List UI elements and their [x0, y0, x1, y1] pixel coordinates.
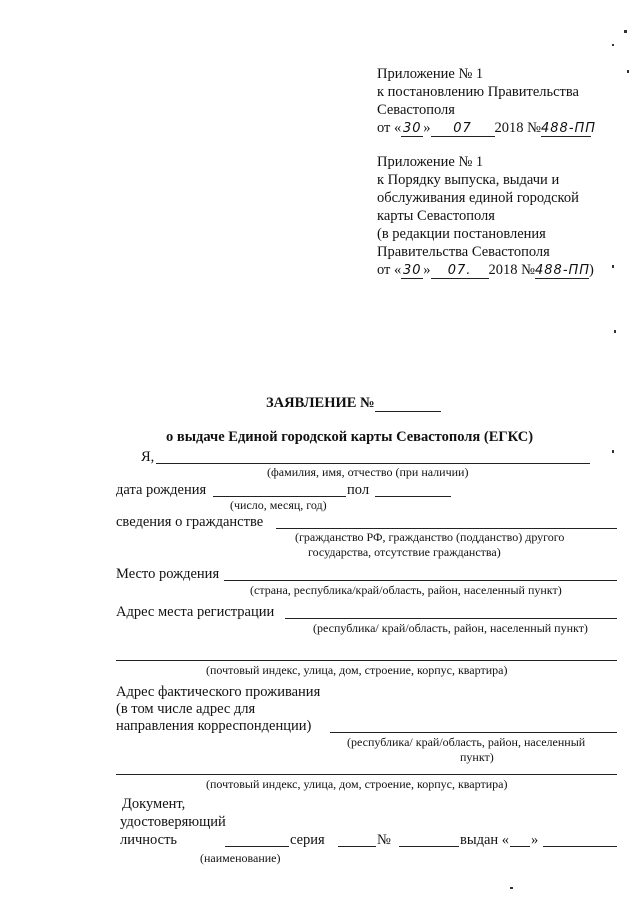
appendix-2-title: Приложение № 1 [377, 154, 484, 170]
citizenship-label: сведения о гражданстве [116, 514, 264, 530]
page-title [266, 395, 441, 412]
actual-address-hint-1: (республика/ край/область, район, населенный [347, 735, 586, 749]
issued-label: выдан « [460, 832, 510, 848]
appendix-2-date-line [377, 262, 594, 279]
scan-speck [612, 265, 614, 268]
fio-hint: (фамилия, имя, отчество (при наличии) [267, 465, 469, 479]
actual-address-hint-3: (почтовый индекс, улица, дом, строение, корпус, квартира) [206, 777, 508, 791]
number-field[interactable] [399, 846, 459, 847]
series-label: серия [290, 832, 325, 848]
birthplace-hint: (страна, республика/край/область, район, населенный пункт) [250, 583, 562, 597]
appendix-2-month: 07. [431, 263, 489, 279]
actual-address-label-1: Адрес фактического проживания [116, 684, 321, 700]
number-label: № [377, 832, 391, 848]
appendix-2-number: 488-ПП [535, 263, 591, 278]
birthplace-label: Место рождения [116, 566, 220, 582]
sex-field[interactable] [375, 496, 451, 497]
scan-speck [612, 450, 614, 453]
appendix-1-line2: к постановлению Правительства [377, 84, 579, 100]
series-field[interactable] [338, 846, 376, 847]
date-mid: » [423, 262, 431, 278]
citizenship-hint-2: государства, отсутствие гражданства) [308, 545, 501, 559]
reg-address-hint-2: (почтовый индекс, улица, дом, строение, корпус, квартира) [206, 663, 508, 677]
citizenship-hint-1: (гражданство РФ, гражданство (подданство) другого [295, 530, 565, 544]
appendix-1-date-line [377, 120, 597, 137]
actual-address-label-3: направления корреспонденции) [116, 718, 312, 734]
appendix-1-line3: Севастополя [377, 102, 455, 118]
appendix-1-title: Приложение № 1 [377, 66, 484, 82]
appendix-2-close: ) [589, 262, 594, 278]
reg-address-hint: (республика/ край/область, район, населенный пункт) [313, 621, 588, 635]
scan-speck [612, 44, 614, 46]
issued-close: » [531, 832, 539, 848]
actual-address-label-2: (в том числе адрес для [116, 701, 256, 717]
appendix-1-number: 488-ПП [541, 121, 597, 136]
appendix-1-day: 30 [403, 121, 422, 136]
scan-speck [614, 330, 616, 333]
actual-address-field[interactable] [330, 732, 617, 733]
reg-address-field[interactable] [285, 618, 617, 619]
ya-label: Я, [141, 449, 155, 465]
appendix-2-line3: обслуживания единой городской [377, 190, 579, 206]
doc-label-3: личность [120, 832, 178, 848]
appendix-1-year: 2018 № [494, 120, 541, 136]
sex-label: пол [347, 482, 370, 498]
appendix-1-month: 07 [431, 121, 495, 137]
actual-address-field-2[interactable] [116, 774, 617, 775]
scan-speck [510, 887, 513, 889]
appendix-2-line2: к Порядку выпуска, выдачи и [377, 172, 560, 188]
application-number-field[interactable] [375, 397, 441, 412]
actual-address-hint-2: пункт) [460, 750, 494, 764]
doc-label-2: удостоверяющий [120, 814, 226, 830]
scan-speck [624, 30, 627, 33]
citizenship-field[interactable] [276, 528, 617, 529]
doc-label-1: Документ, [122, 796, 186, 812]
issued-day-field[interactable] [510, 846, 530, 847]
dob-hint: (число, месяц, год) [230, 498, 327, 512]
appendix-2-line6: Правительства Севастополя [377, 244, 550, 260]
title-text: ЗАЯВЛЕНИЕ № [266, 395, 375, 411]
date-prefix: от « [377, 120, 402, 136]
dob-label: дата рождения [116, 482, 207, 498]
date-mid: » [423, 120, 431, 136]
page-subtitle: о выдаче Единой городской карты Севастополя (ЕГКС) [166, 429, 534, 445]
dob-field[interactable] [213, 496, 346, 497]
birthplace-field[interactable] [224, 580, 617, 581]
scan-speck [627, 70, 629, 73]
appendix-2-line5: (в редакции постановления [377, 226, 546, 242]
appendix-2-day: 30 [403, 263, 422, 278]
reg-address-field-2[interactable] [116, 660, 617, 661]
doc-name-hint: (наименование) [200, 851, 281, 865]
reg-address-label: Адрес места регистрации [116, 604, 275, 620]
issued-month-field[interactable] [543, 846, 617, 847]
date-prefix: от « [377, 262, 402, 278]
appendix-2-year: 2018 № [488, 262, 535, 278]
doc-name-field[interactable] [225, 846, 289, 847]
appendix-2-line4: карты Севастополя [377, 208, 495, 224]
fio-field[interactable] [156, 463, 590, 464]
